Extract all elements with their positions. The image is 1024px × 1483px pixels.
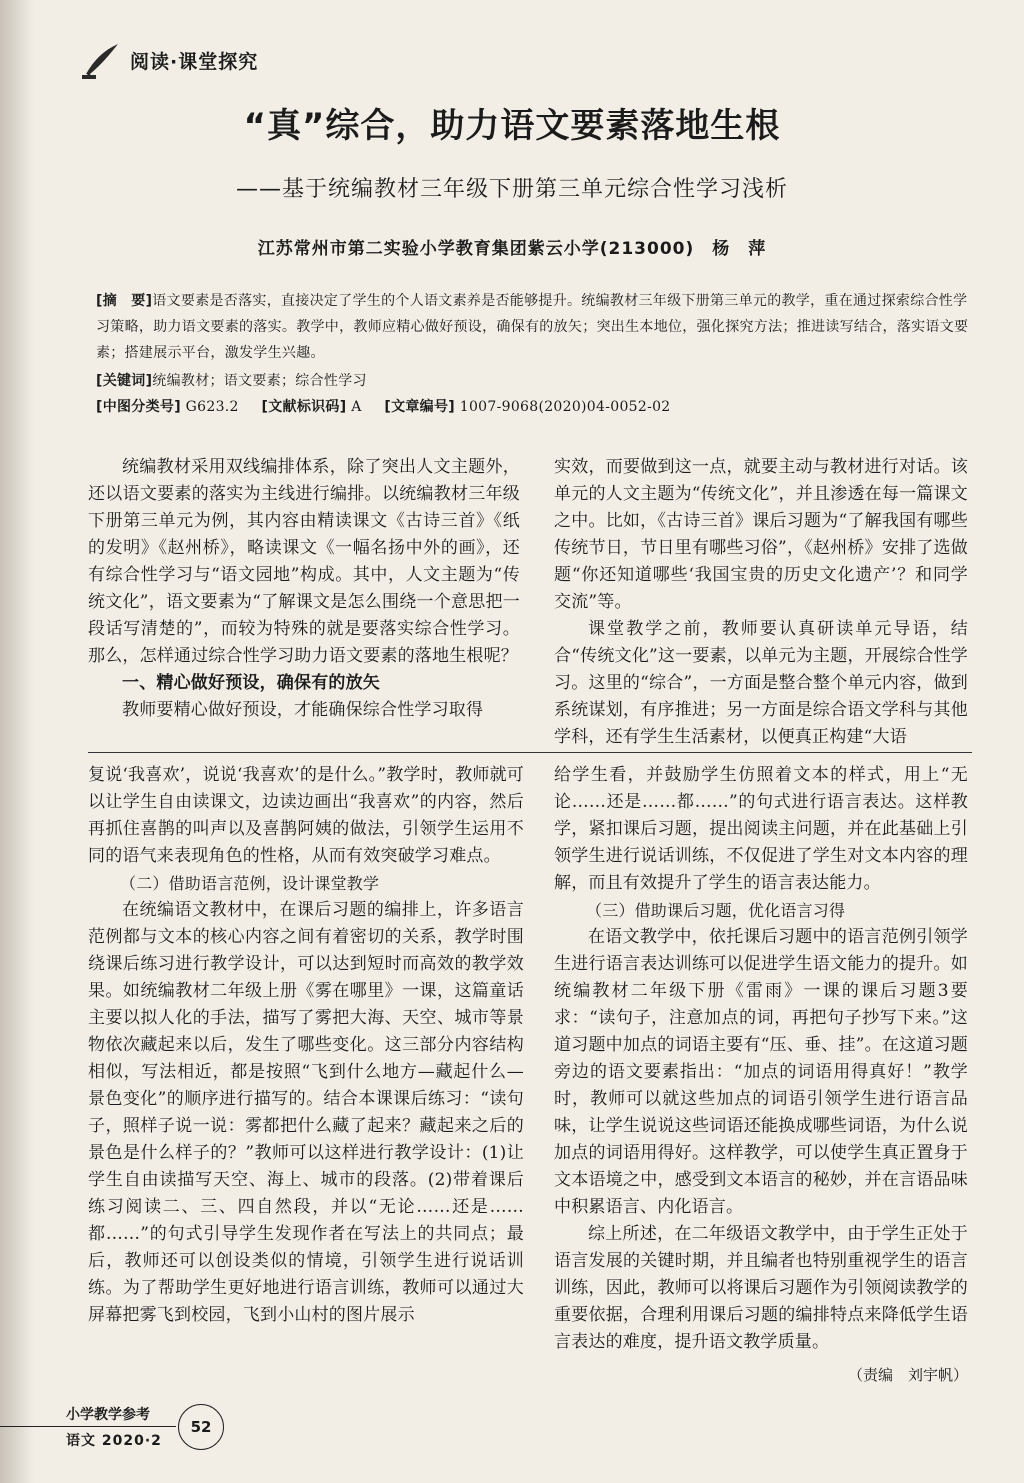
page-edge-shadow	[0, 0, 34, 1483]
column-bottom-left	[88, 762, 524, 1329]
author-line: 江苏常州市第二实验小学教育集团紫云小学(213000) 杨 萍	[257, 239, 767, 259]
journal-issue: 语文 2020·2	[66, 1433, 162, 1449]
keywords-text: 统编教材；语文要素；综合性学习	[152, 373, 367, 389]
paragraph: 给学生看，并鼓励学生仿照着文本的样式，用上“无论……还是……都……”的句式进行语言表达。这样教学，紧扣课后习题，提出阅读主问题，并在此基础上引领学生进行说话训练，不仅促进了学生对文本内容的理解，而且有效提升了学生的语言表达能力。	[554, 765, 968, 893]
paragraph: 统编教材采用双线编排体系，除了突出人文主题外，还以语文要素的落实为主线进行编排。以统编教材三年级下册第三单元为例，其内容由精读课文《古诗三首》《纸的发明》《赵州桥》，略读课文《一幅名扬中外的画》，还有综合性学习与“语文园地”构成。其中，人文主题为“传统文化”，语文要素为“了解课文是怎么围绕一个意思把一段话写清楚的”，而较为特殊的就是要落实综合性学习。那么，怎样通过综合性学习助力语文要素的落地生根呢？	[88, 457, 520, 666]
subsection-heading: （三）借助课后习题，优化语言习得	[586, 901, 846, 920]
class-label: [中图分类号]	[96, 399, 181, 415]
divider-rule	[88, 752, 972, 753]
paragraph: 在语文教学中，依托课后习题中的语言范例引领学生进行语言表达训练可以促进学生语文能力的提升。如统编教材二年级下册《雷雨》一课的课后习题3要求：“读句子，注意加点的词，再把句子抄写下来。”这道习题中加点的词语主要有“压、垂、挂”。在这道习题旁边的语文要素指出：“加点的词语用得真好！”教学时，教师可以就这些加点的词语引领学生进行语言品味，让学生说说这些词语还能换成哪些词语，为什么说加点的词语用得好。这样教学，可以使学生真正置身于文本语境之中，感受到文本语言的秘妙，并在言语品味中积累语言、内化语言。	[554, 927, 968, 1217]
column-top-right	[554, 454, 968, 751]
journal-name: 小学教学参考	[66, 1407, 150, 1423]
paragraph: 在统编语文教材中，在课后习题的编排上，许多语言范例都与文本的核心内容之间有着密切的关系，教学时围绕课后练习进行教学设计，可以达到短时而高效的教学效果。如统编教材二年级上册《雾在哪里》一课，这篇童话主要以拟人化的手法，描写了雾把大海、天空、城市等景物依次藏起来以后，发生了哪些变化。这三部分内容结构相似，写法相近，都是按照“飞到什么地方—藏起什么—景色变化”的顺序进行描写的。结合本课课后练习：“读句子，照样子说一说：雾都把什么藏了起来？藏起来之后的景色是什么样子的？”教师可以这样进行教学设计：(1)让学生自由读描写天空、海上、城市的段落。(2)带着课后练习阅读二、三、四自然段，并以“无论……还是……都……”的句式引导学生发现作者在写法上的共同点；最后，教师还可以创设类似的情境，引领学生进行说话训练。为了帮助学生更好地进行语言训练，教师可以通过大屏幕把雾飞到校园，飞到小山村的图片展示	[88, 900, 524, 1325]
abstract-text: 语文要素是否落实，直接决定了学生的个人语文素养是否能够提升。统编教材三年级下册第三单元的教学，重在通过探索综合性学习策略，助力语文要素的落实。教学中，教师应精心做好预设，确保有的放矢；突出生本地位，强化探究方法；推进读写结合，落实语文要素；搭建展示平台，激发学生兴趣。	[96, 293, 969, 361]
quill-pen-icon	[80, 40, 122, 80]
section-header	[80, 38, 258, 82]
classification-line	[96, 394, 972, 420]
column-bottom-right	[554, 762, 968, 1356]
paragraph: 实效，而要做到这一点，就要主动与教材进行对话。该单元的人文主题为“传统文化”，并且渗透在每一篇课文之中。比如，《古诗三首》课后习题为“了解我国有哪些传统节日，节日里有哪些习俗”，《赵州桥》安排了选做题“你还知道哪些‘我国宝贵的历史文化遗产’？和同学交流”等。	[554, 457, 968, 612]
column-top-left	[88, 454, 520, 724]
section-label: 阅读·课堂探究	[130, 50, 259, 73]
abstract	[96, 288, 972, 366]
editor-credit: （责编 刘宇帆）	[847, 1366, 968, 1384]
paragraph: 复说‘我喜欢’，说说‘我喜欢’的是什么。”教学时，教师就可以让学生自由读课文，边读边画出“我喜欢”的内容，然后再抓住喜鹊的叫声以及喜鹊阿姨的做法，引领学生运用不同的语气来表现角色的性格，从而有效突破学习难点。	[88, 765, 524, 866]
article-title: “真”综合，助力语文要素落地生根	[243, 106, 781, 146]
footer-rule	[0, 1426, 176, 1427]
section-heading: 一、精心做好预设，确保有的放矢	[122, 673, 380, 693]
article-subtitle: ——基于统编教材三年级下册第三单元综合性学习浅析	[235, 177, 788, 202]
article-no-value: 1007-9068(2020)04-0052-02	[459, 399, 671, 415]
paragraph: 课堂教学之前，教师要认真研读单元导语，结合“传统文化”这一要素，以单元为主题，开展综合性学习。这里的“综合”，一方面是整合整个单元内容，做到系统谋划，有序推进；另一方面是综合语文学科与其他学科，还有学生生活素材，以便真正构建“大语	[554, 619, 968, 747]
doc-code-value: A	[351, 399, 362, 415]
keywords-label: [关键词]	[96, 373, 153, 389]
subsection-heading: （二）借助语言范例，设计课堂教学	[120, 874, 380, 893]
class-value: G623.2	[185, 399, 239, 415]
keywords	[96, 368, 972, 394]
paragraph: 教师要精心做好预设，才能确保综合性学习取得	[122, 700, 484, 720]
paragraph: 综上所述，在二年级语文教学中，由于学生正处于语言发展的关键时期，并且编者也特别重视学生的语言训练，因此，教师可以将课后习题作为引领阅读教学的重要依据，合理利用课后习题的编排特点来降低学生语言表达的难度，提升语文教学质量。	[554, 1224, 968, 1352]
article-no-label: [文章编号]	[384, 399, 455, 415]
abstract-label: [摘 要]	[96, 293, 153, 309]
doc-code-label: [文献标识码]	[261, 399, 347, 415]
page-number: 52	[178, 1404, 224, 1450]
